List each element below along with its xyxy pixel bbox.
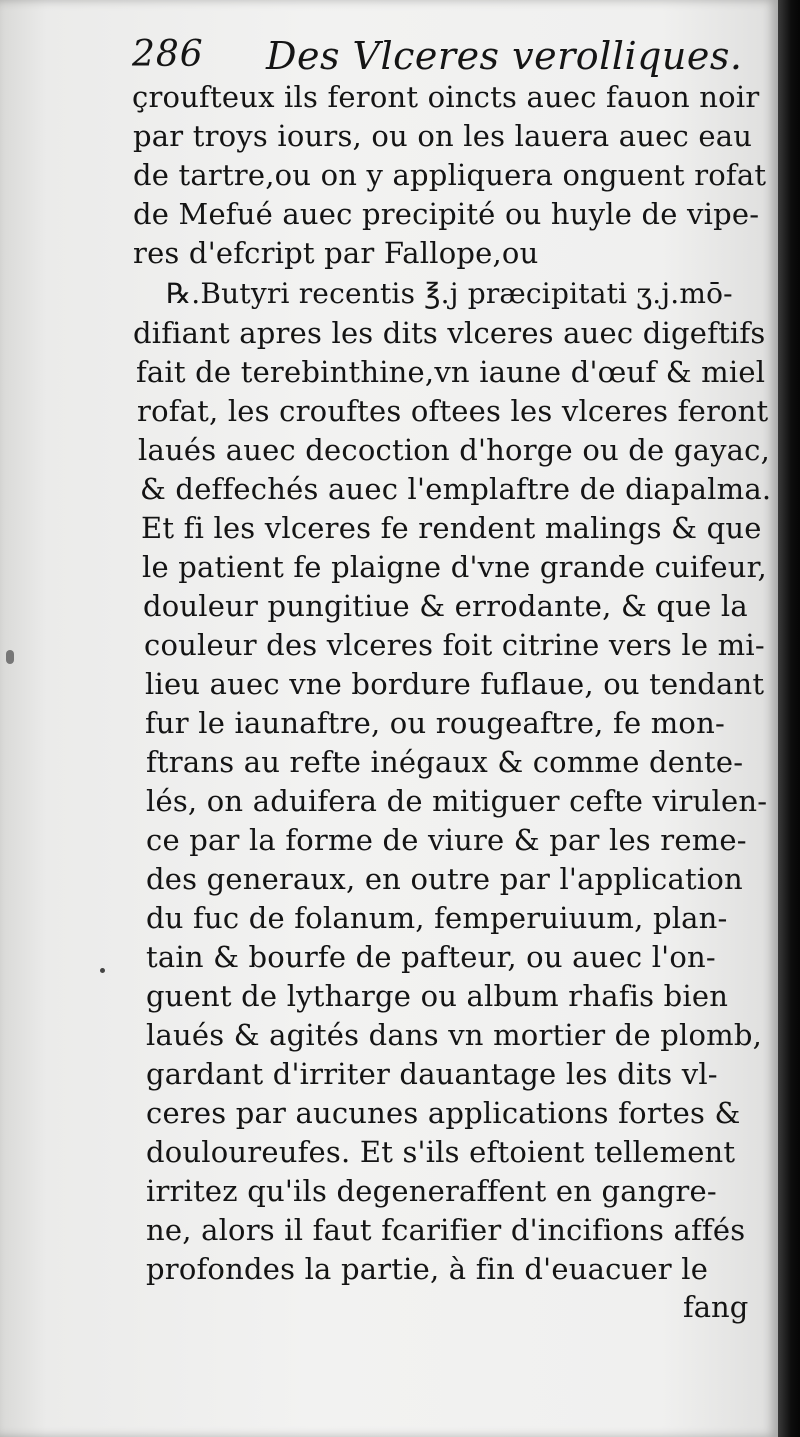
- text-line: tain & bourfe de pafteur, ou auec l'on-: [146, 940, 716, 974]
- text-line: douleur pungitiue & errodante, & que la: [143, 589, 748, 623]
- text-line: ne, alors il faut fcarifier d'incifions affés: [146, 1213, 746, 1247]
- text-line: laués auec decoction d'horge ou de gayac,: [138, 433, 771, 467]
- page-edge-shadow: [778, 0, 800, 1437]
- text-line: de tartre,ou on y appliquera onguent rofat: [133, 158, 767, 192]
- text-line: fur le iaunaftre, ou rougeaftre, fe mon-: [145, 706, 725, 740]
- text-line: guent de lytharge ou album rhafis bien: [146, 979, 729, 1013]
- text-line: lés, on aduifera de mitiguer cefte virulen-: [146, 784, 768, 818]
- text-line: ftrans au refte inégaux & comme dente-: [146, 745, 744, 779]
- text-line: profondes la partie, à fin d'euacuer le: [146, 1252, 709, 1286]
- text-line: fait de terebinthine,vn iaune d'œuf & miel: [136, 355, 766, 389]
- text-line: irritez qu'ils degeneraffent en gangre-: [146, 1174, 717, 1208]
- text-line: le patient fe plaigne d'vne grande cuifeur,: [142, 550, 767, 584]
- catchword: fang: [683, 1290, 749, 1324]
- text-line: gardant d'irriter dauantage les dits vl-: [146, 1057, 718, 1091]
- page-header: [128, 34, 748, 84]
- text-line: par troys iours, ou on les lauera auec eau: [133, 119, 753, 153]
- text-line: de Mefué auec precipité ou huyle de vipe-: [133, 197, 760, 231]
- running-head: Des Vlceres verolliques.: [266, 34, 743, 78]
- ink-speck: [6, 650, 14, 664]
- text-line: douloureufes. Et s'ils eftoient tellement: [146, 1135, 736, 1169]
- prescription-line: ℞.Butyri recentis ℥.j præcipitati ʒ.j.mō-: [166, 277, 733, 310]
- text-line: rofat, les crouftes oftees les vlceres feront: [137, 394, 769, 428]
- text-line: couleur des vlceres foit citrine vers le mi-: [144, 628, 765, 662]
- text-line: res d'efcript par Fallope,ou: [133, 236, 539, 270]
- text-line: lieu auec vne bordure fuflaue, ou tendant: [145, 667, 765, 701]
- text-line: du fuc de folanum, femperuiuum, plan-: [146, 901, 728, 935]
- text-line: ceres par aucunes applications fortes &: [146, 1096, 741, 1130]
- text-line: & deffechés auec l'emplaftre de diapalma.: [140, 472, 772, 506]
- text-line: çroufteux ils feront oincts auec fauon noir: [132, 80, 760, 114]
- text-line: laués & agités dans vn mortier de plomb,: [146, 1018, 763, 1052]
- ink-speck: [100, 968, 105, 973]
- text-line: des generaux, en outre par l'application: [146, 862, 743, 896]
- page-number: 286: [132, 34, 204, 75]
- text-line: difiant apres les dits vlceres auec digeftifs: [133, 316, 766, 350]
- text-line: ce par la forme de viure & par les reme-: [146, 823, 747, 857]
- text-line: Et fi les vlceres fe rendent malings & que: [141, 511, 762, 545]
